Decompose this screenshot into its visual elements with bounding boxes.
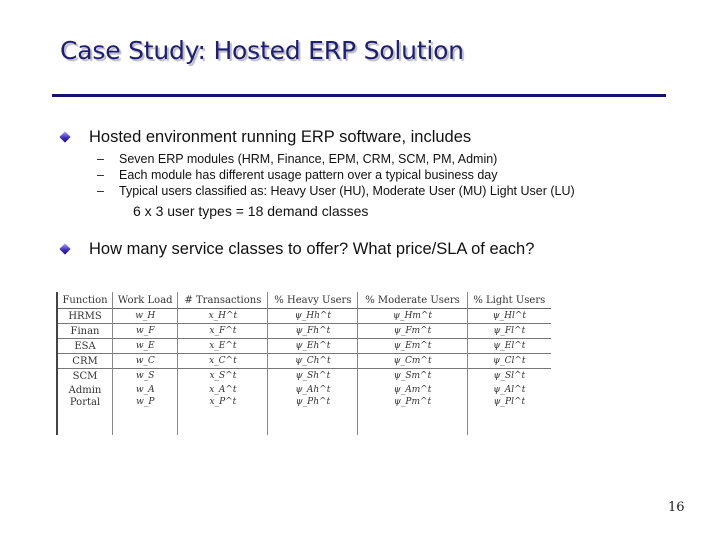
table-cell: x_C^t — [178, 354, 268, 369]
table-cell: ψ_Sm^t — [358, 369, 467, 384]
bullet-1-text: Hosted environment running ERP software, includes — [89, 128, 472, 146]
table-cell: w_A — [113, 383, 178, 397]
table-row — [57, 309, 551, 324]
diamond-bullet-icon — [60, 244, 71, 255]
table-cell: ψ_Pl^t — [467, 397, 551, 435]
table-cell: ψ_Hh^t — [268, 309, 358, 324]
table-cell: ψ_Fm^t — [358, 324, 467, 339]
table-cell: ψ_Fl^t — [467, 324, 551, 339]
col-header-workload: Work Load — [113, 292, 178, 309]
dash-bullet: – — [97, 168, 104, 182]
table-cell: ψ_Ah^t — [268, 383, 358, 397]
table-cell: CRM — [57, 354, 113, 369]
col-header-moderate-users: % Moderate Users — [358, 292, 467, 309]
diamond-bullet-icon — [60, 132, 71, 143]
table-cell: ψ_Em^t — [358, 339, 467, 354]
table-cell: w_P — [113, 397, 178, 435]
bullet-2 — [60, 240, 534, 259]
table-cell: ψ_Ph^t — [268, 397, 358, 435]
table-row — [57, 397, 551, 435]
erp-workload-table — [56, 292, 551, 427]
table-cell: HRMS — [57, 309, 113, 324]
dash-bullet: – — [97, 184, 104, 198]
page-number: 16 — [668, 500, 685, 515]
table-cell: x_S^t — [178, 369, 268, 384]
table-cell: w_C — [113, 354, 178, 369]
table-cell: ESA — [57, 339, 113, 354]
table-cell: ψ_Cl^t — [467, 354, 551, 369]
table-cell: ψ_El^t — [467, 339, 551, 354]
table-cell: Finan — [57, 324, 113, 339]
table-cell: ψ_Sh^t — [268, 369, 358, 384]
table-cell: ψ_Al^t — [467, 383, 551, 397]
table-row — [57, 339, 551, 354]
table-row — [57, 324, 551, 339]
col-header-transactions: # Transactions — [178, 292, 268, 309]
subitem-1-text: Seven ERP modules (HRM, Finance, EPM, CRM, SCM, PM, Admin) — [119, 152, 498, 166]
table-cell: ψ_Hm^t — [358, 309, 467, 324]
table-cell: w_F — [113, 324, 178, 339]
bullet-2-text: How many service classes to offer? What price/SLA of each? — [89, 240, 535, 258]
dash-bullet: – — [97, 152, 104, 166]
table-cell: ψ_Cm^t — [358, 354, 467, 369]
table-cell: w_H — [113, 309, 178, 324]
col-header-function: Function — [57, 292, 113, 309]
table-cell: Portal — [57, 397, 113, 435]
col-header-light-users: % Light Users — [467, 292, 551, 309]
table-cell: x_F^t — [178, 324, 268, 339]
subitem-3 — [97, 184, 575, 198]
table-row — [57, 383, 551, 397]
subitem-2 — [97, 168, 497, 182]
table-cell: x_P^t — [178, 397, 268, 435]
subitem-2-text: Each module has different usage pattern over a typical business day — [119, 168, 498, 182]
table-cell: ψ_Hl^t — [467, 309, 551, 324]
table-cell: w_E — [113, 339, 178, 354]
table-cell: ψ_Sl^t — [467, 369, 551, 384]
table-row — [57, 354, 551, 369]
table-cell: ψ_Pm^t — [358, 397, 467, 435]
table-cell: ψ_Am^t — [358, 383, 467, 397]
table-cell: ψ_Eh^t — [268, 339, 358, 354]
table-cell: ψ_Fh^t — [268, 324, 358, 339]
table-cell: x_A^t — [178, 383, 268, 397]
bullet-1 — [60, 128, 471, 147]
table-cell: w_S — [113, 369, 178, 384]
table-header-row — [57, 292, 551, 309]
table-row — [57, 369, 551, 384]
subitem-3-text: Typical users classified as: Heavy User (HU), Moderate User (MU) Light User (LU) — [119, 184, 575, 198]
table-cell: ψ_Ch^t — [268, 354, 358, 369]
subitem-1 — [97, 152, 497, 166]
table-cell: SCM — [57, 369, 113, 384]
table-cell: x_E^t — [178, 339, 268, 354]
col-header-heavy-users: % Heavy Users — [268, 292, 358, 309]
slide-title: Case Study: Hosted ERP Solution — [60, 36, 464, 65]
title-underline — [52, 94, 666, 97]
table-cell: Admin — [57, 383, 113, 397]
demand-classes-note: 6 x 3 user types = 18 demand classes — [133, 203, 369, 219]
table-cell: x_H^t — [178, 309, 268, 324]
